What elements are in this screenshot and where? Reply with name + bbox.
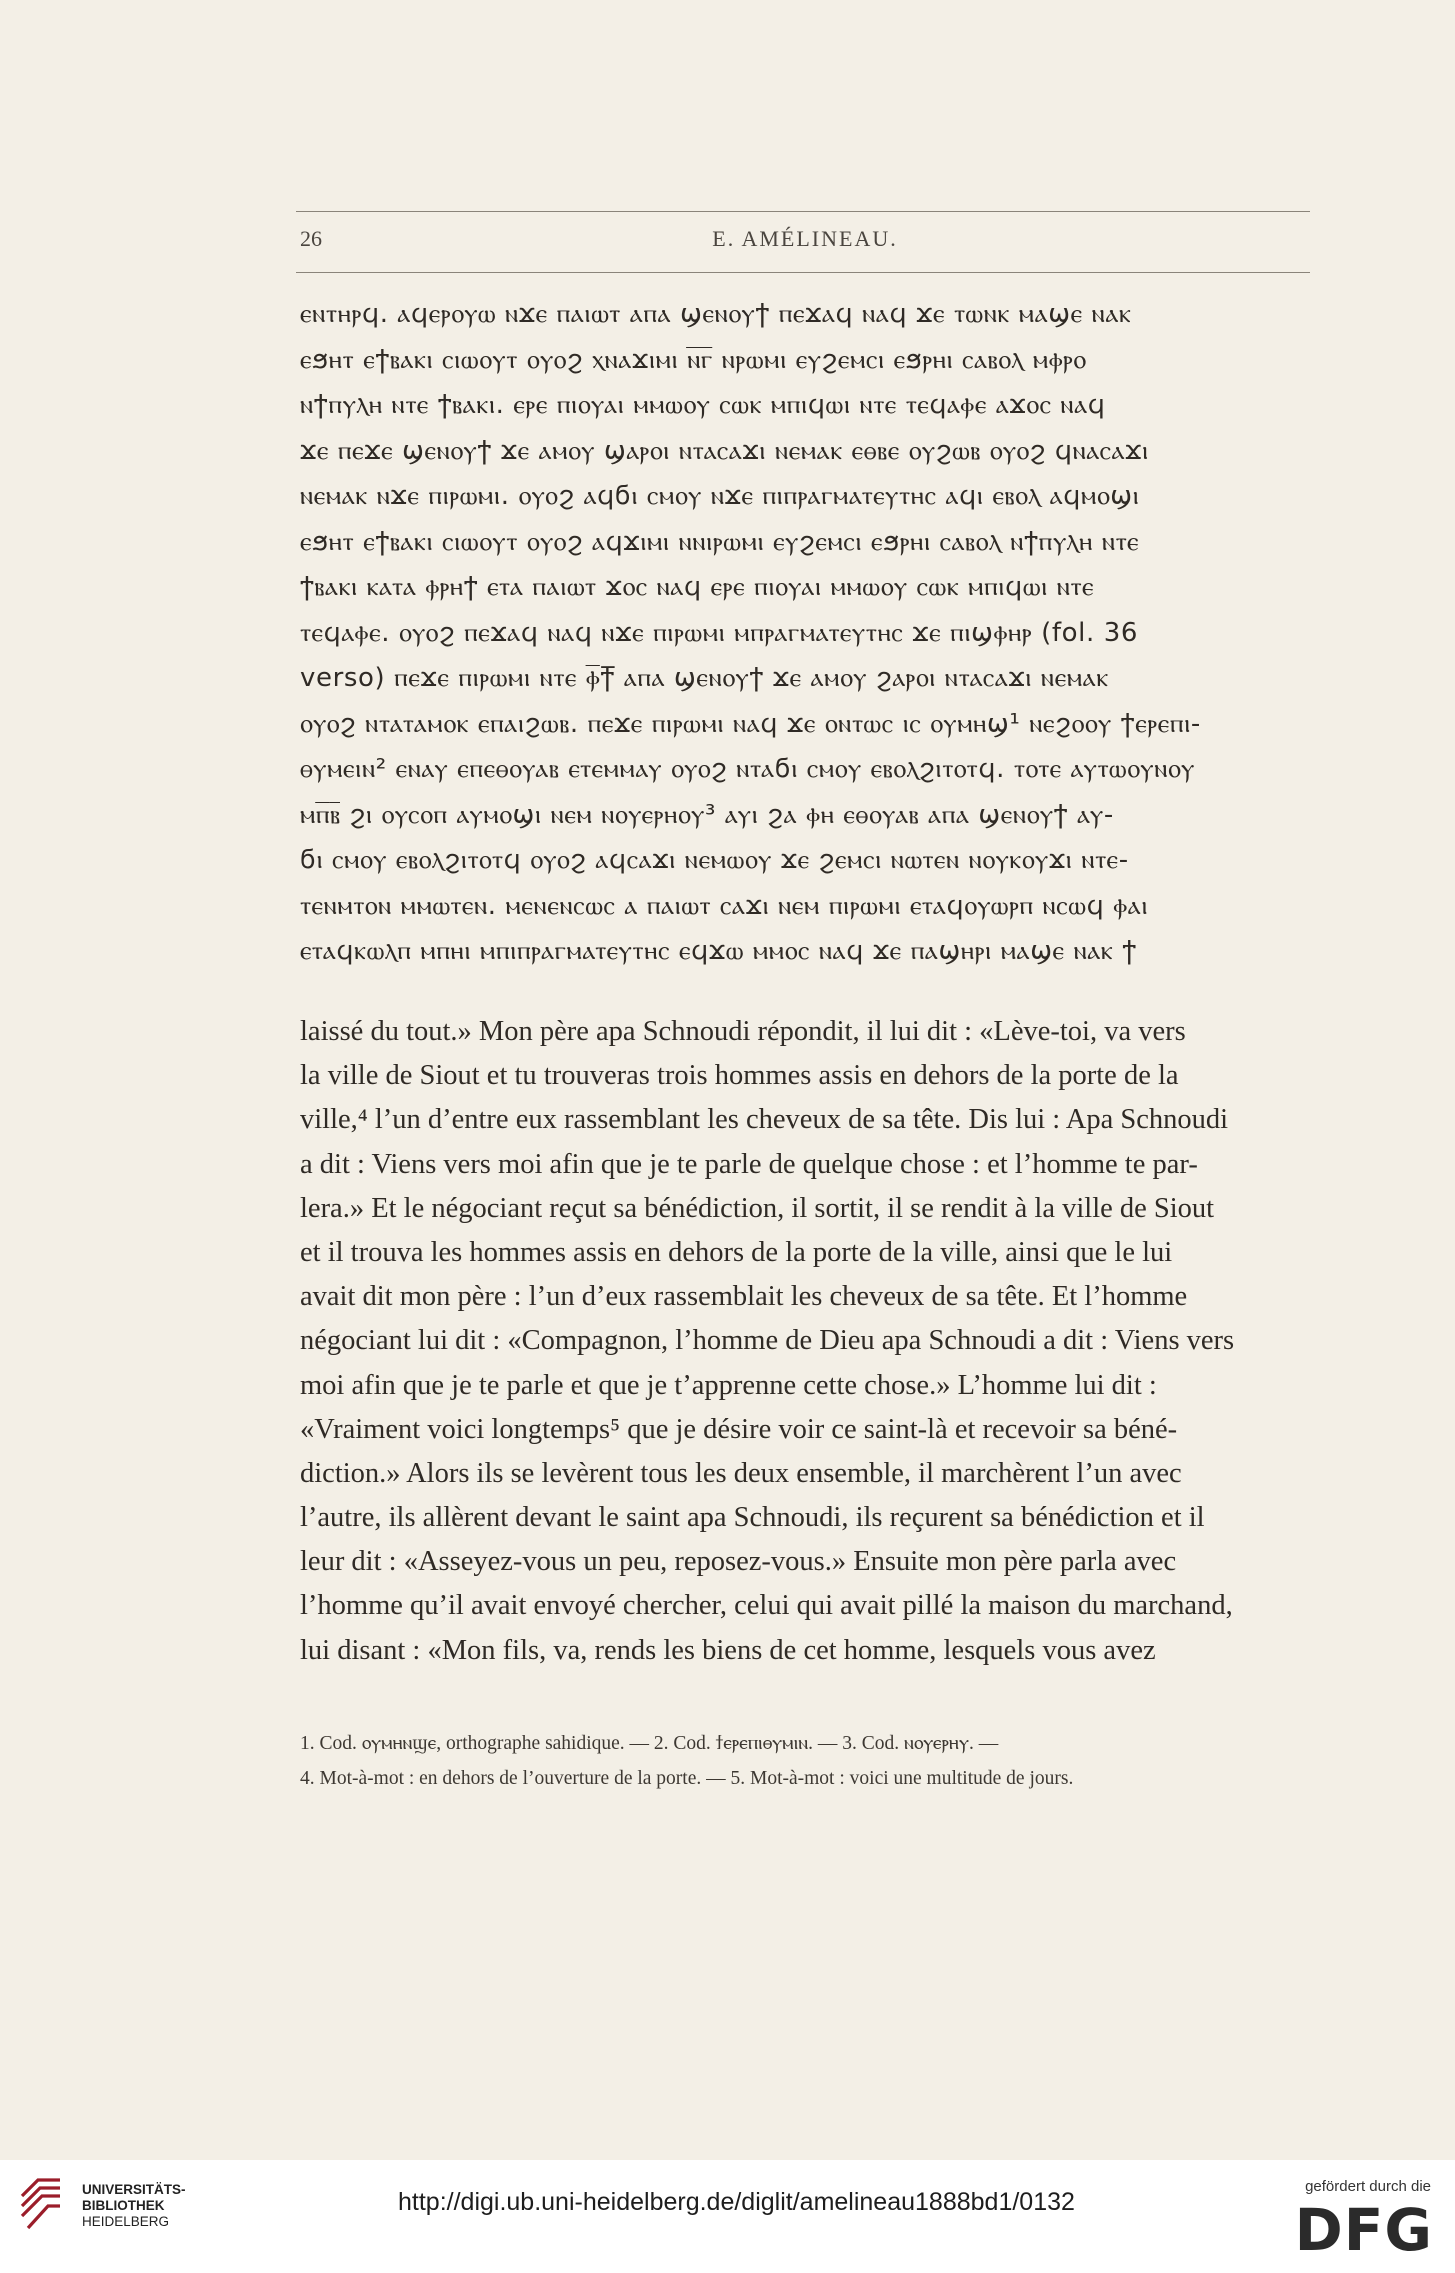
coptic-line: ⲙⲡ̅ⲃ̅ ϩⲓ ⲟⲩⲥⲟⲡ ⲁⲩⲙⲟϣⲓ ⲛⲉⲙ ⲛⲟⲩⲉⲣⲏⲟⲩ³ ⲁⲩⲓ ϩⲁ ⲫⲏ ⲉⲑⲟⲩⲁⲃ ⲁⲡⲁ ϣⲉⲛⲟⲩϯ ⲁⲩ- (300, 799, 1114, 830)
translation-line: l’autre, ils allèrent devant le saint apa Schnoudi, ils reçurent sa bénédiction et il (300, 1502, 1205, 1534)
header-bottom-rule (296, 272, 1310, 273)
translation-line: moi afin que je te parle et que je t’apprenne cette chose.» L’homme lui dit : (300, 1369, 1157, 1401)
page-header (300, 226, 1310, 266)
header-top-rule (296, 211, 1310, 212)
french-translation-block (300, 1010, 1324, 1673)
translation-line: lera.» Et le négociant reçut sa bénédiction, il sortit, il se rendit à la ville de Siout (300, 1192, 1215, 1224)
digitization-footer (0, 2160, 1455, 2273)
dfg-logo-icon: DFG (1294, 2196, 1433, 2264)
coptic-line: ⲛⲉⲙⲁⲕ ⲛϫⲉ ⲡⲓⲣⲱⲙⲓ. ⲟⲩⲟϩ ⲁϥϭⲓ ⲥⲙⲟⲩ ⲛϫⲉ ⲡⲓⲡⲣⲁⲅⲙⲁⲧⲉⲩⲧⲏⲥ ⲁϥⲓ ⲉⲃⲟⲗ ⲁϥⲙⲟϣⲓ (300, 481, 1140, 511)
translation-line: la ville de Siout et tu trouveras trois hommes assis en dehors de la porte de la (300, 1060, 1179, 1092)
translation-line: lui disant : «Mon fils, va, rends les biens de cet homme, lesquels vous avez (300, 1634, 1156, 1666)
footnotes (300, 1726, 1324, 1796)
translation-line: l’homme qu’il avait envoyé chercher, celui qui avait pillé la maison du marchand, (300, 1590, 1233, 1622)
coptic-line: ⲑⲩⲙⲉⲓⲛ² ⲉⲛⲁⲩ ⲉⲡⲉⲑⲟⲩⲁⲃ ⲉⲧⲉⲙⲙⲁⲩ ⲟⲩⲟϩ ⲛⲧⲁϭⲓ ⲥⲙⲟⲩ ⲉⲃⲟⲗϩⲓⲧⲟⲧϥ. ⲧⲟⲧⲉ ⲁⲩⲧⲱⲟⲩⲛⲟⲩ (300, 754, 1195, 784)
university-library-logo-icon (18, 2176, 64, 2236)
translation-line: leur dit : «Asseyez-vous un peu, reposez-vous.» Ensuite mon père parla avec (300, 1546, 1177, 1578)
coptic-line: ⲉϧⲏⲧ ⲉϯⲃⲁⲕⲓ ⲥⲓⲱⲟⲩⲧ ⲟⲩⲟϩ ⲁϥϫⲓⲙⲓ ⲛⲛⲓⲣⲱⲙⲓ ⲉⲩϩⲉⲙⲥⲓ ⲉϧⲣⲏⲓ ⲥⲁⲃⲟⲗ ⲛϯⲡⲩⲗⲏ ⲛⲧⲉ (300, 526, 1140, 557)
coptic-line: ϯⲃⲁⲕⲓ ⲕⲁⲧⲁ ⲫⲣⲏϯ ⲉⲧⲁ ⲡⲁⲓⲱⲧ ϫⲟⲥ ⲛⲁϥ ⲉⲣⲉ ⲡⲓⲟⲩⲁⲓ ⲙⲙⲱⲟⲩ ⲥⲱⲕ ⲙⲡⲓϥⲱⲓ ⲛⲧⲉ (300, 572, 1095, 602)
coptic-line: ϭⲓ ⲥⲙⲟⲩ ⲉⲃⲟⲗϩⲓⲧⲟⲧϥ ⲟⲩⲟϩ ⲁϥⲥⲁϫⲓ ⲛⲉⲙⲱⲟⲩ ϫⲉ ϩⲉⲙⲥⲓ ⲛⲱⲧⲉⲛ ⲛⲟⲩⲕⲟⲩϫⲓ ⲛⲧⲉ- (300, 845, 1129, 875)
translation-line: diction.» Alors ils se levèrent tous les deux ensemble, il marchèrent l’un avec (300, 1457, 1182, 1489)
funding-note: gefördert durch die (1305, 2178, 1431, 2195)
coptic-line: ⲟⲩⲟϩ ⲛⲧⲁⲧⲁⲙⲟⲕ ⲉⲡⲁⲓϩⲱⲃ. ⲡⲉϫⲉ ⲡⲓⲣⲱⲙⲓ ⲛⲁϥ ϫⲉ ⲟⲛⲧⲱⲥ ⲓⲥ ⲟⲩⲙⲏϣ¹ ⲛⲉϩⲟⲟⲩ ϯⲉⲣⲉⲡⲓ- (300, 708, 1201, 739)
library-name: UNIVERSITÄTS- BIBLIOTHEK HEIDELBERG (82, 2182, 186, 2229)
footnote-line: 1. Cod. ⲟⲩⲙⲏⲛϣⲉ, orthographe sahidique. — 2. Cod. ϯⲉⲣⲉⲡⲓⲑⲩⲙⲓⲛ. — 3. Cod. ⲛⲟⲩⲉⲣⲏⲩ. — (300, 1733, 999, 1754)
page-number: 26 (300, 226, 322, 251)
permalink-url[interactable]: http://digi.ub.uni-heidelberg.de/diglit/amelineau1888bd1/0132 (398, 2188, 1075, 2216)
coptic-line: ⲧⲉϥⲁⲫⲉ. ⲟⲩⲟϩ ⲡⲉϫⲁϥ ⲛⲁϥ ⲛϫⲉ ⲡⲓⲣⲱⲙⲓ ⲙⲡⲣⲁⲅⲙⲁⲧⲉⲩⲧⲏⲥ ϫⲉ ⲡⲓϣⲫⲏⲣ (fol. 36 (300, 617, 1138, 648)
translation-line: ville,⁴ l’un d’entre eux rassemblant les cheveux de sa tête. Dis lui : Apa Schnoudi (300, 1104, 1229, 1136)
translation-line: «Vraiment voici longtemps⁵ que je désire voir ce saint-là et recevoir sa béné- (300, 1413, 1178, 1445)
coptic-line: ⲧⲉⲛⲙⲧⲟⲛ ⲙⲙⲱⲧⲉⲛ. ⲙⲉⲛⲉⲛⲥⲱⲥ ⲁ ⲡⲁⲓⲱⲧ ⲥⲁϫⲓ ⲛⲉⲙ ⲡⲓⲣⲱⲙⲓ ⲉⲧⲁϥⲟⲩⲱⲣⲡ ⲛⲥⲱϥ ⲫⲁⲓ (300, 890, 1149, 921)
translation-line: et il trouva les hommes assis en dehors de la porte de la ville, ainsi que le lui (300, 1236, 1173, 1268)
coptic-line: ⲉⲧⲁϥⲕⲱⲗⲡ ⲙⲡⲏⲓ ⲙⲡⲓⲡⲣⲁⲅⲙⲁⲧⲉⲩⲧⲏⲥ ⲉϥϫⲱ ⲙⲙⲟⲥ ⲛⲁϥ ϫⲉ ⲡⲁϣⲏⲣⲓ ⲙⲁϣⲉ ⲛⲁⲕ ϯ (300, 936, 1137, 966)
coptic-line: ⲉⲛⲧⲏⲣϥ. ⲁϥⲉⲣⲟⲩⲱ ⲛϫⲉ ⲡⲁⲓⲱⲧ ⲁⲡⲁ ϣⲉⲛⲟⲩϯ ⲡⲉϫⲁϥ ⲛⲁϥ ϫⲉ ⲧⲱⲛⲕ ⲙⲁϣⲉ ⲛⲁⲕ (300, 299, 1132, 329)
coptic-line: verso) ⲡⲉϫⲉ ⲡⲓⲣⲱⲙⲓ ⲛⲧⲉ ⲫ̅ϯ̅ ⲁⲡⲁ ϣⲉⲛⲟⲩϯ ϫⲉ ⲁⲙⲟⲩ ϩⲁⲣⲟⲓ ⲛⲧⲁⲥⲁϫⲓ ⲛⲉⲙⲁⲕ (300, 663, 1109, 693)
footnote-line: 4. Mot-à-mot : en dehors de l’ouverture de la porte. — 5. Mot-à-mot : voici une multitude de jours. (300, 1768, 1074, 1789)
coptic-line: ϫⲉ ⲡⲉϫⲉ ϣⲉⲛⲟⲩϯ ϫⲉ ⲁⲙⲟⲩ ϣⲁⲣⲟⲓ ⲛⲧⲁⲥⲁϫⲓ ⲛⲉⲙⲁⲕ ⲉⲑⲃⲉ ⲟⲩϩⲱⲃ ⲟⲩⲟϩ ϥⲛⲁⲥⲁϫⲓ (300, 435, 1149, 466)
translation-line: a dit : Viens vers moi afin que je te parle de quelque chose : et l’homme te par- (300, 1148, 1198, 1180)
coptic-text-block (300, 292, 1328, 975)
running-title: E. AMÉLINEAU. (712, 226, 898, 251)
coptic-line: ⲉϧⲏⲧ ⲉϯⲃⲁⲕⲓ ⲥⲓⲱⲟⲩⲧ ⲟⲩⲟϩ ⲭⲛⲁϫⲓⲙⲓ ⲛ̅ⲅ̅ ⲛⲣⲱⲙⲓ ⲉⲩϩⲉⲙⲥⲓ ⲉϧⲣⲏⲓ ⲥⲁⲃⲟⲗ ⲙⲫⲣⲟ (300, 344, 1087, 375)
translation-line: avait dit mon père : l’un d’eux rassemblait les cheveux de sa tête. Et l’homme (300, 1281, 1188, 1313)
coptic-line: ⲛϯⲡⲩⲗⲏ ⲛⲧⲉ ϯⲃⲁⲕⲓ. ⲉⲣⲉ ⲡⲓⲟⲩⲁⲓ ⲙⲙⲱⲟⲩ ⲥⲱⲕ ⲙⲡⲓϥⲱⲓ ⲛⲧⲉ ⲧⲉϥⲁⲫⲉ ⲁϫⲟⲥ ⲛⲁϥ (300, 390, 1106, 420)
translation-line: laissé du tout.» Mon père apa Schnoudi répondit, il lui dit : «Lève-toi, va vers (300, 1016, 1186, 1047)
translation-line: négociant lui dit : «Compagnon, l’homme de Dieu apa Schnoudi a dit : Viens vers (300, 1325, 1235, 1357)
